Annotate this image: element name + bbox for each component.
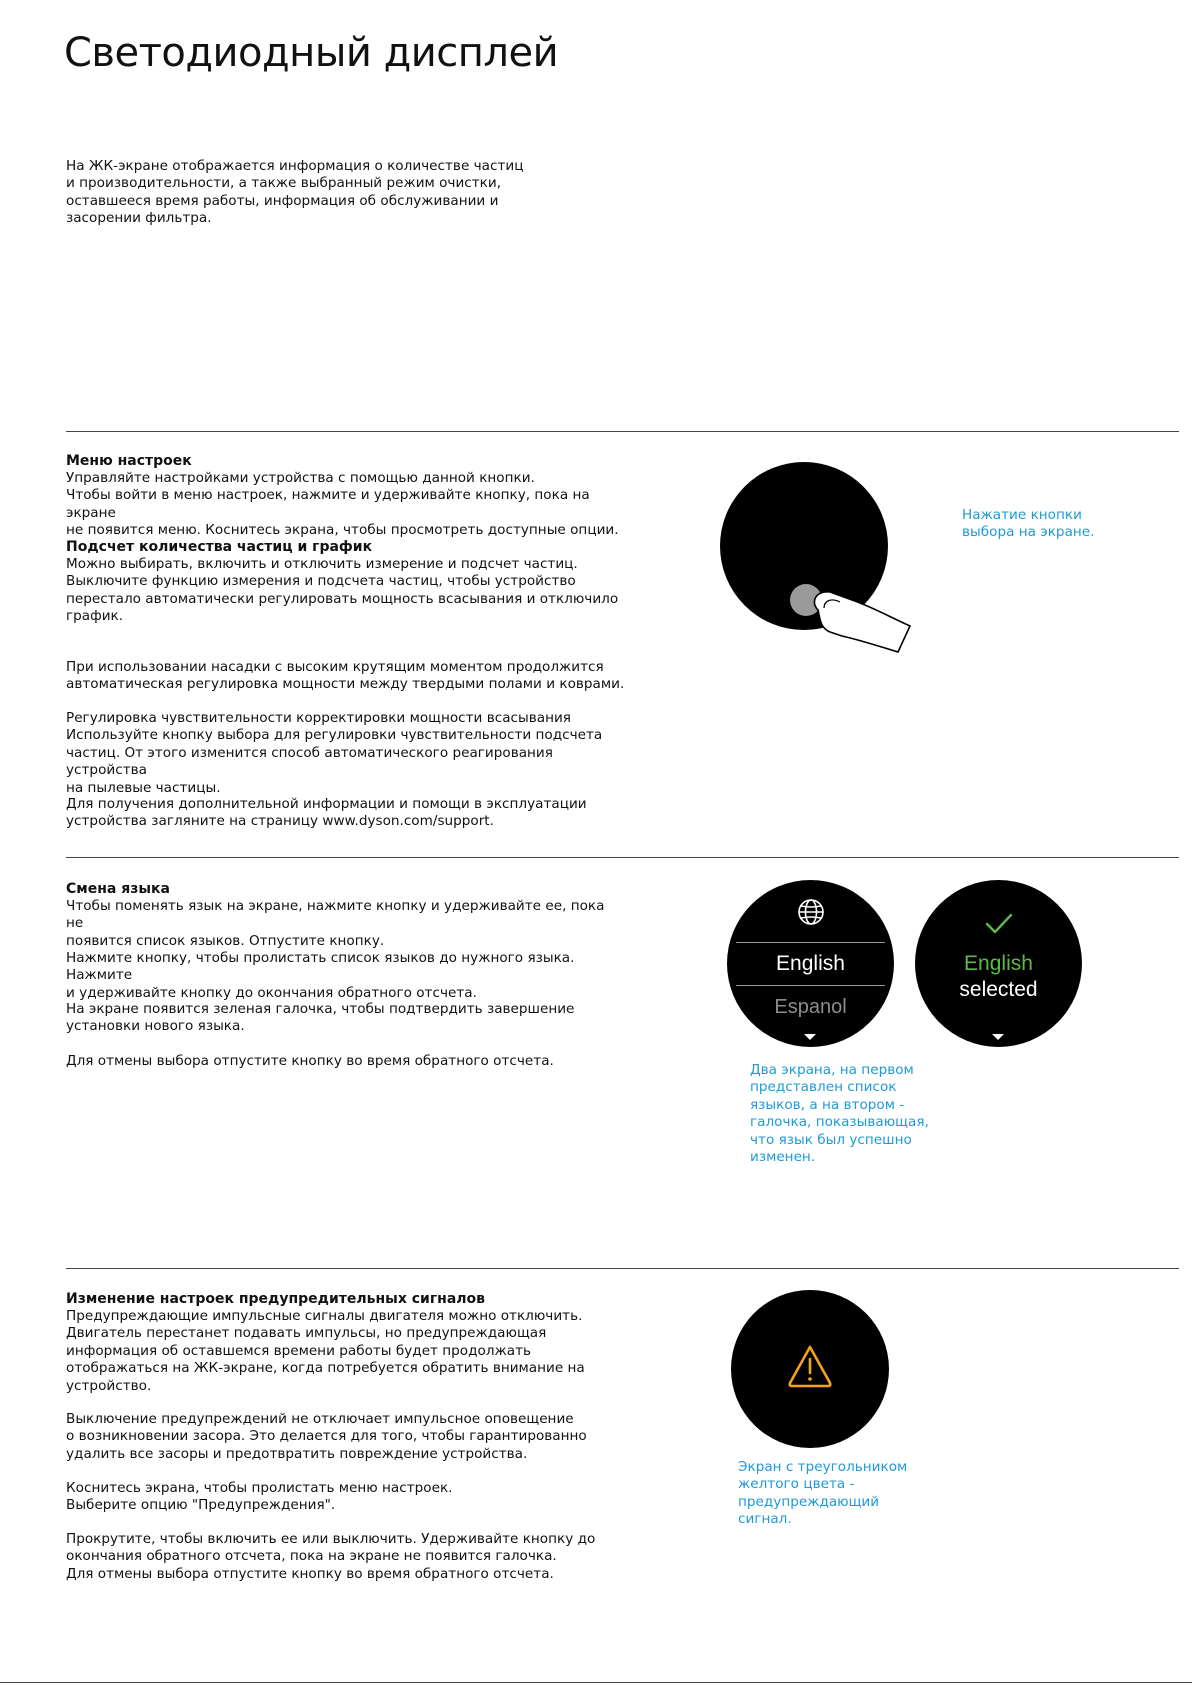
language-paragraph-2: Нажмите кнопку, чтобы пролистать список языков до нужного языка. Нажмите и удерживайте кнопку до окончания обратного отсчета. <box>66 950 575 1001</box>
language-option-current: English <box>776 952 845 975</box>
alerts-paragraph-3: Коснитесь экрана, чтобы пролистать меню настроек. Выберите опцию "Предупреждения". <box>66 1480 453 1514</box>
high-torque-paragraph: При использовании насадки с высоким крутящим моментом продолжится автоматическая регулировка мощности между твердыми полами и коврами. <box>66 659 625 693</box>
language-paragraph-4: Для отмены выбора отпустите кнопку во время обратного отсчета. <box>66 1053 554 1069</box>
selected-language-name: English <box>964 952 1033 975</box>
selected-label: selected <box>959 978 1038 1001</box>
alerts-paragraph-2: Выключение предупреждений не отключает импульсное оповещение о возникновении засора. Это делается для того, чтобы гарантированно удалить все засоры и предотвратить повреждение устройства. <box>66 1411 587 1462</box>
settings-paragraph: Управляйте настройками устройства с помощью данной кнопки. Чтобы войти в меню настроек, нажмите и удерживайте кнопку, пока на экране не появится меню. Коснитесь экрана, чтобы просмотреть доступные опции. <box>66 470 619 539</box>
alerts-heading: Изменение настроек предупредительных сигналов <box>66 1291 486 1307</box>
support-paragraph: Для получения дополнительной информации и помощи в эксплуатации устройства загляните на страницу www.dyson.com/support. <box>66 796 587 830</box>
language-selected-screen <box>915 880 1082 1047</box>
intro-paragraph: На ЖК-экране отображается информация о количестве частиц и производительности, а также выбранный режим очистки, оставшееся время работы, информация об обслуживании и засорении фильтра. <box>66 158 524 227</box>
finger-press-illustration <box>720 462 920 654</box>
language-paragraph-3: На экране появится зеленая галочка, чтобы подтвердить завершение установки нового языка. <box>66 1001 575 1035</box>
warning-triangle-icon <box>786 1343 834 1389</box>
section-divider <box>66 1268 1179 1269</box>
language-heading: Смена языка <box>66 881 170 897</box>
page-title: Светодиодный дисплей <box>64 30 559 76</box>
particle-count-heading: Подсчет количества частиц и график <box>66 539 373 555</box>
settings-caption: Нажатие кнопки выбора на экране. <box>962 507 1095 541</box>
globe-icon <box>796 897 826 927</box>
settings-heading: Меню настроек <box>66 453 192 469</box>
list-divider <box>736 985 885 986</box>
sensitivity-paragraph: Регулировка чувствительности корректировки мощности всасывания Используйте кнопку выбора для регулировки чувствительности подсчета частиц. От этого изменится способ автоматического реагирования устройства на пылевые частицы. <box>66 710 603 796</box>
language-option-next: Espanol <box>774 996 847 1018</box>
section-divider <box>66 431 1179 432</box>
alerts-paragraph-4: Прокрутите, чтобы включить ее или выключить. Удерживайте кнопку до окончания обратного отсчета, пока на экране не появится галочка. Для отмены выбора отпустите кнопку во время обратного отсчета. <box>66 1531 596 1582</box>
scroll-down-icon <box>992 1034 1004 1040</box>
warning-screen <box>731 1290 889 1448</box>
list-divider <box>736 942 885 943</box>
particle-count-paragraph: Можно выбирать, включить и отключить измерение и подсчет частиц. Выключите функцию измерения и подсчета частиц, чтобы устройство перестало автоматически регулировать мощность всасывания и отключило график. <box>66 556 619 625</box>
alerts-caption: Экран с треугольником желтого цвета - предупреждающий сигнал. <box>738 1459 908 1528</box>
scroll-down-icon <box>804 1034 816 1040</box>
page-bottom-rule <box>0 1682 1192 1683</box>
alerts-paragraph-1: Предупреждающие импульсные сигналы двигателя можно отключить. Двигатель перестанет подавать импульсы, но предупреждающая информация об оставшемся времени работы будет продолжать отображаться на ЖК-экране, когда потребуется обратить внимание на устройство. <box>66 1308 585 1394</box>
language-caption: Два экрана, на первом представлен список языков, а на втором - галочка, показывающая, что язык был успешно изменен. <box>750 1062 929 1166</box>
language-paragraph-1: Чтобы поменять язык на экране, нажмите кнопку и удерживайте ее, пока не появится список языков. Отпустите кнопку. <box>66 898 605 949</box>
section-divider <box>66 857 1179 858</box>
checkmark-icon <box>984 912 1014 936</box>
language-list-screen <box>727 880 894 1047</box>
